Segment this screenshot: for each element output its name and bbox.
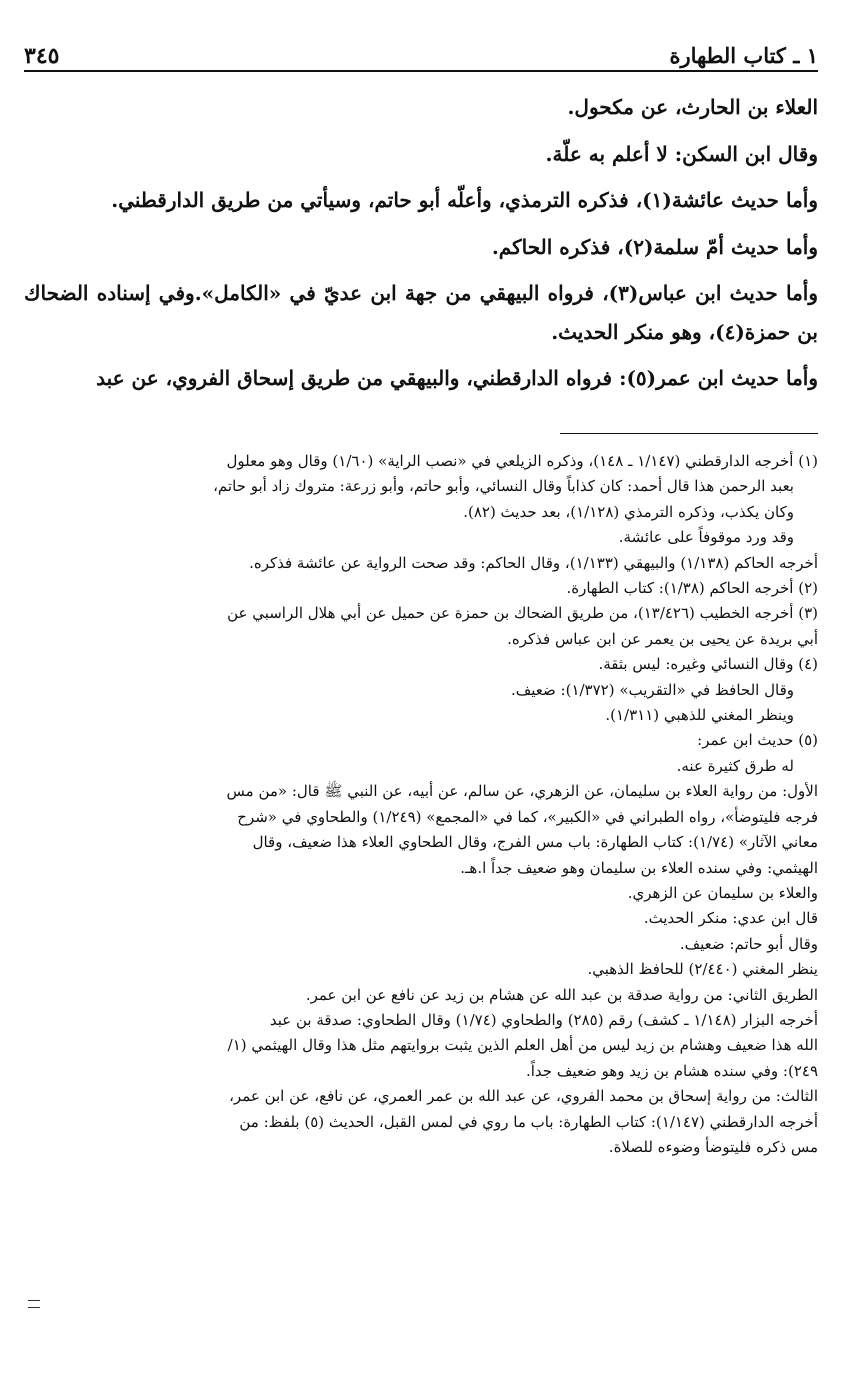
page-number: ٣٤٥ [24, 43, 60, 69]
footnote-line: وقال الحافظ في «التقريب» (١/٣٧٢): ضعيف. [510, 680, 794, 699]
footnote-line: وقد ورد موقوفاً على عائشة. [618, 528, 794, 547]
footnote-line: قال ابن عدي: منكر الحديث. [643, 909, 818, 928]
main-paragraph: وأما حديث ابن عمر(٥): فرواه الدارقطني، والبيهقي من طريق إسحاق الفروي، عن عبد [96, 366, 818, 390]
footnote-line: (٥) حديث ابن عمر: [697, 731, 818, 750]
footnote-line: والعلاء بن سليمان عن الزهري. [627, 883, 818, 902]
main-paragraph: وأما حديث أمّ سلمة(٢)، فذكره الحاكم. [491, 234, 818, 259]
footnote-line: وقال أبو حاتم: ضعيف. [679, 934, 818, 953]
footnote-line: (٣) أخرجه الخطيب (١٣/٤٢٦)، من طريق الضحاك بن حمزة عن حميل عن أبي هلال الراسبي عن [227, 604, 818, 623]
footnote-separator [560, 433, 818, 434]
footnote-line: الثالث: من رواية إسحاق بن محمد الفروي، عن عبد الله بن عمر العمري، عن نافع، عن ابن عمر، [229, 1087, 818, 1106]
footnote-line: له طرق كثيرة عنه. [676, 756, 794, 775]
running-title: ١ ـ كتاب الطهارة [669, 43, 818, 68]
end-of-page-mark [28, 1300, 40, 1308]
footnote-line: أخرجه البزار (١/١٤٨ ـ كشف) رقم (٢٨٥) والطحاوي (١/٧٤) وقال الطحاوي: صدقة بن عبد [269, 1010, 818, 1029]
footnote-line: الله هذا ضعيف وهشام بن زيد ليس من أهل العلم الذين يثبت بروايتهم مثل هذا وقال الهيثمي (١/ [227, 1036, 818, 1055]
footnote-line: وينظر المغني للذهبي (١/٣١١). [605, 706, 794, 725]
footnote-line: وكان يكذب، وذكره الترمذي (١/١٢٨)، بعد حديث (٨٢). [463, 502, 794, 521]
footnote-line: الأول: من رواية العلاء بن سليمان، عن الزهري، عن سالم، عن أبيه، عن النبي ﷺ قال: «من مس [226, 782, 818, 801]
main-paragraph: العلاء بن الحارث، عن مكحول. [567, 95, 818, 119]
footnote-line: الطريق الثاني: من رواية صدقة بن عبد الله عن هشام بن زيد عن نافع عن ابن عمر. [305, 985, 818, 1004]
main-paragraph: وقال ابن السكن: لا أعلم به علّة. [545, 141, 818, 166]
footnote-line: فرجه فليتوضأ»، رواه الطبراني في «الكبير»، كما في «المجمع» (١/٢٤٩) والطحاوي في «شرح [237, 807, 818, 826]
footnote-line: ٢٤٩): وفي سنده هشام بن زيد وهو ضعيف جداً. [525, 1061, 818, 1080]
page-header [24, 36, 818, 70]
footnote-line: أخرجه الدارقطني (١/١٤٧): كتاب الطهارة: باب ما روي في لمس القبل، الحديث (٥) بلفظ: من [239, 1112, 818, 1131]
footnote-line: أخرجه الحاكم (١/١٣٨) والبيهقي (١/١٣٣)، وقال الحاكم: وقد صحت الرواية عن عائشة فذكره. [249, 553, 818, 572]
main-paragraph: وأما حديث ابن عباس(٣)، فرواه البيهقي من جهة ابن عديّ في «الكامل».وفي إسناده الضحاك بن حمزة(٤)، وهو منكر الحديث. [24, 281, 819, 344]
footnote-line: الهيثمي: وفي سنده العلاء بن سليمان وهو ضعيف جداً ا.هـ. [460, 858, 818, 877]
main-text [24, 88, 818, 406]
footnote-line: مس ذكره فليتوضأ وضوءه للصلاة. [608, 1137, 818, 1156]
book-page [24, 0, 818, 1383]
footnote-line: أبي بريدة عن يحيى بن يعمر عن ابن عباس فذكره. [507, 629, 818, 648]
main-paragraph: وأما حديث عائشة(١)، فذكره الترمذي، وأعلّه أبو حاتم، وسيأتي من طريق الدارقطني. [111, 188, 818, 212]
header-rule [24, 70, 818, 72]
footnote-line: (٢) أخرجه الحاكم (١/٣٨): كتاب الطهارة. [566, 579, 818, 598]
footnote-line: (١) أخرجه الدارقطني (١/١٤٧ ـ ١٤٨)، وذكره الزيلعي في «نصب الراية» (١/٦٠) وقال وهو معلول [226, 452, 818, 470]
footnote-line: (٤) وقال النسائي وغيره: ليس بثقة. [598, 655, 818, 674]
footnote-line: ينظر المغني (٢/٤٤٠) للحافظ الذهبي. [587, 960, 818, 979]
footnote-line: معاني الآثار» (١/٧٤): كتاب الطهارة: باب مس الفرج، وقال الطحاوي العلاء هذا ضعيف، وقال [252, 833, 818, 852]
footnotes [24, 449, 818, 1160]
footnote-line: بعبد الرحمن هذا قال أحمد: كان كذاباً وقال النسائي، وأبو حاتم، وأبو زرعة: متروك زاد أبو حاتم، [213, 477, 794, 496]
